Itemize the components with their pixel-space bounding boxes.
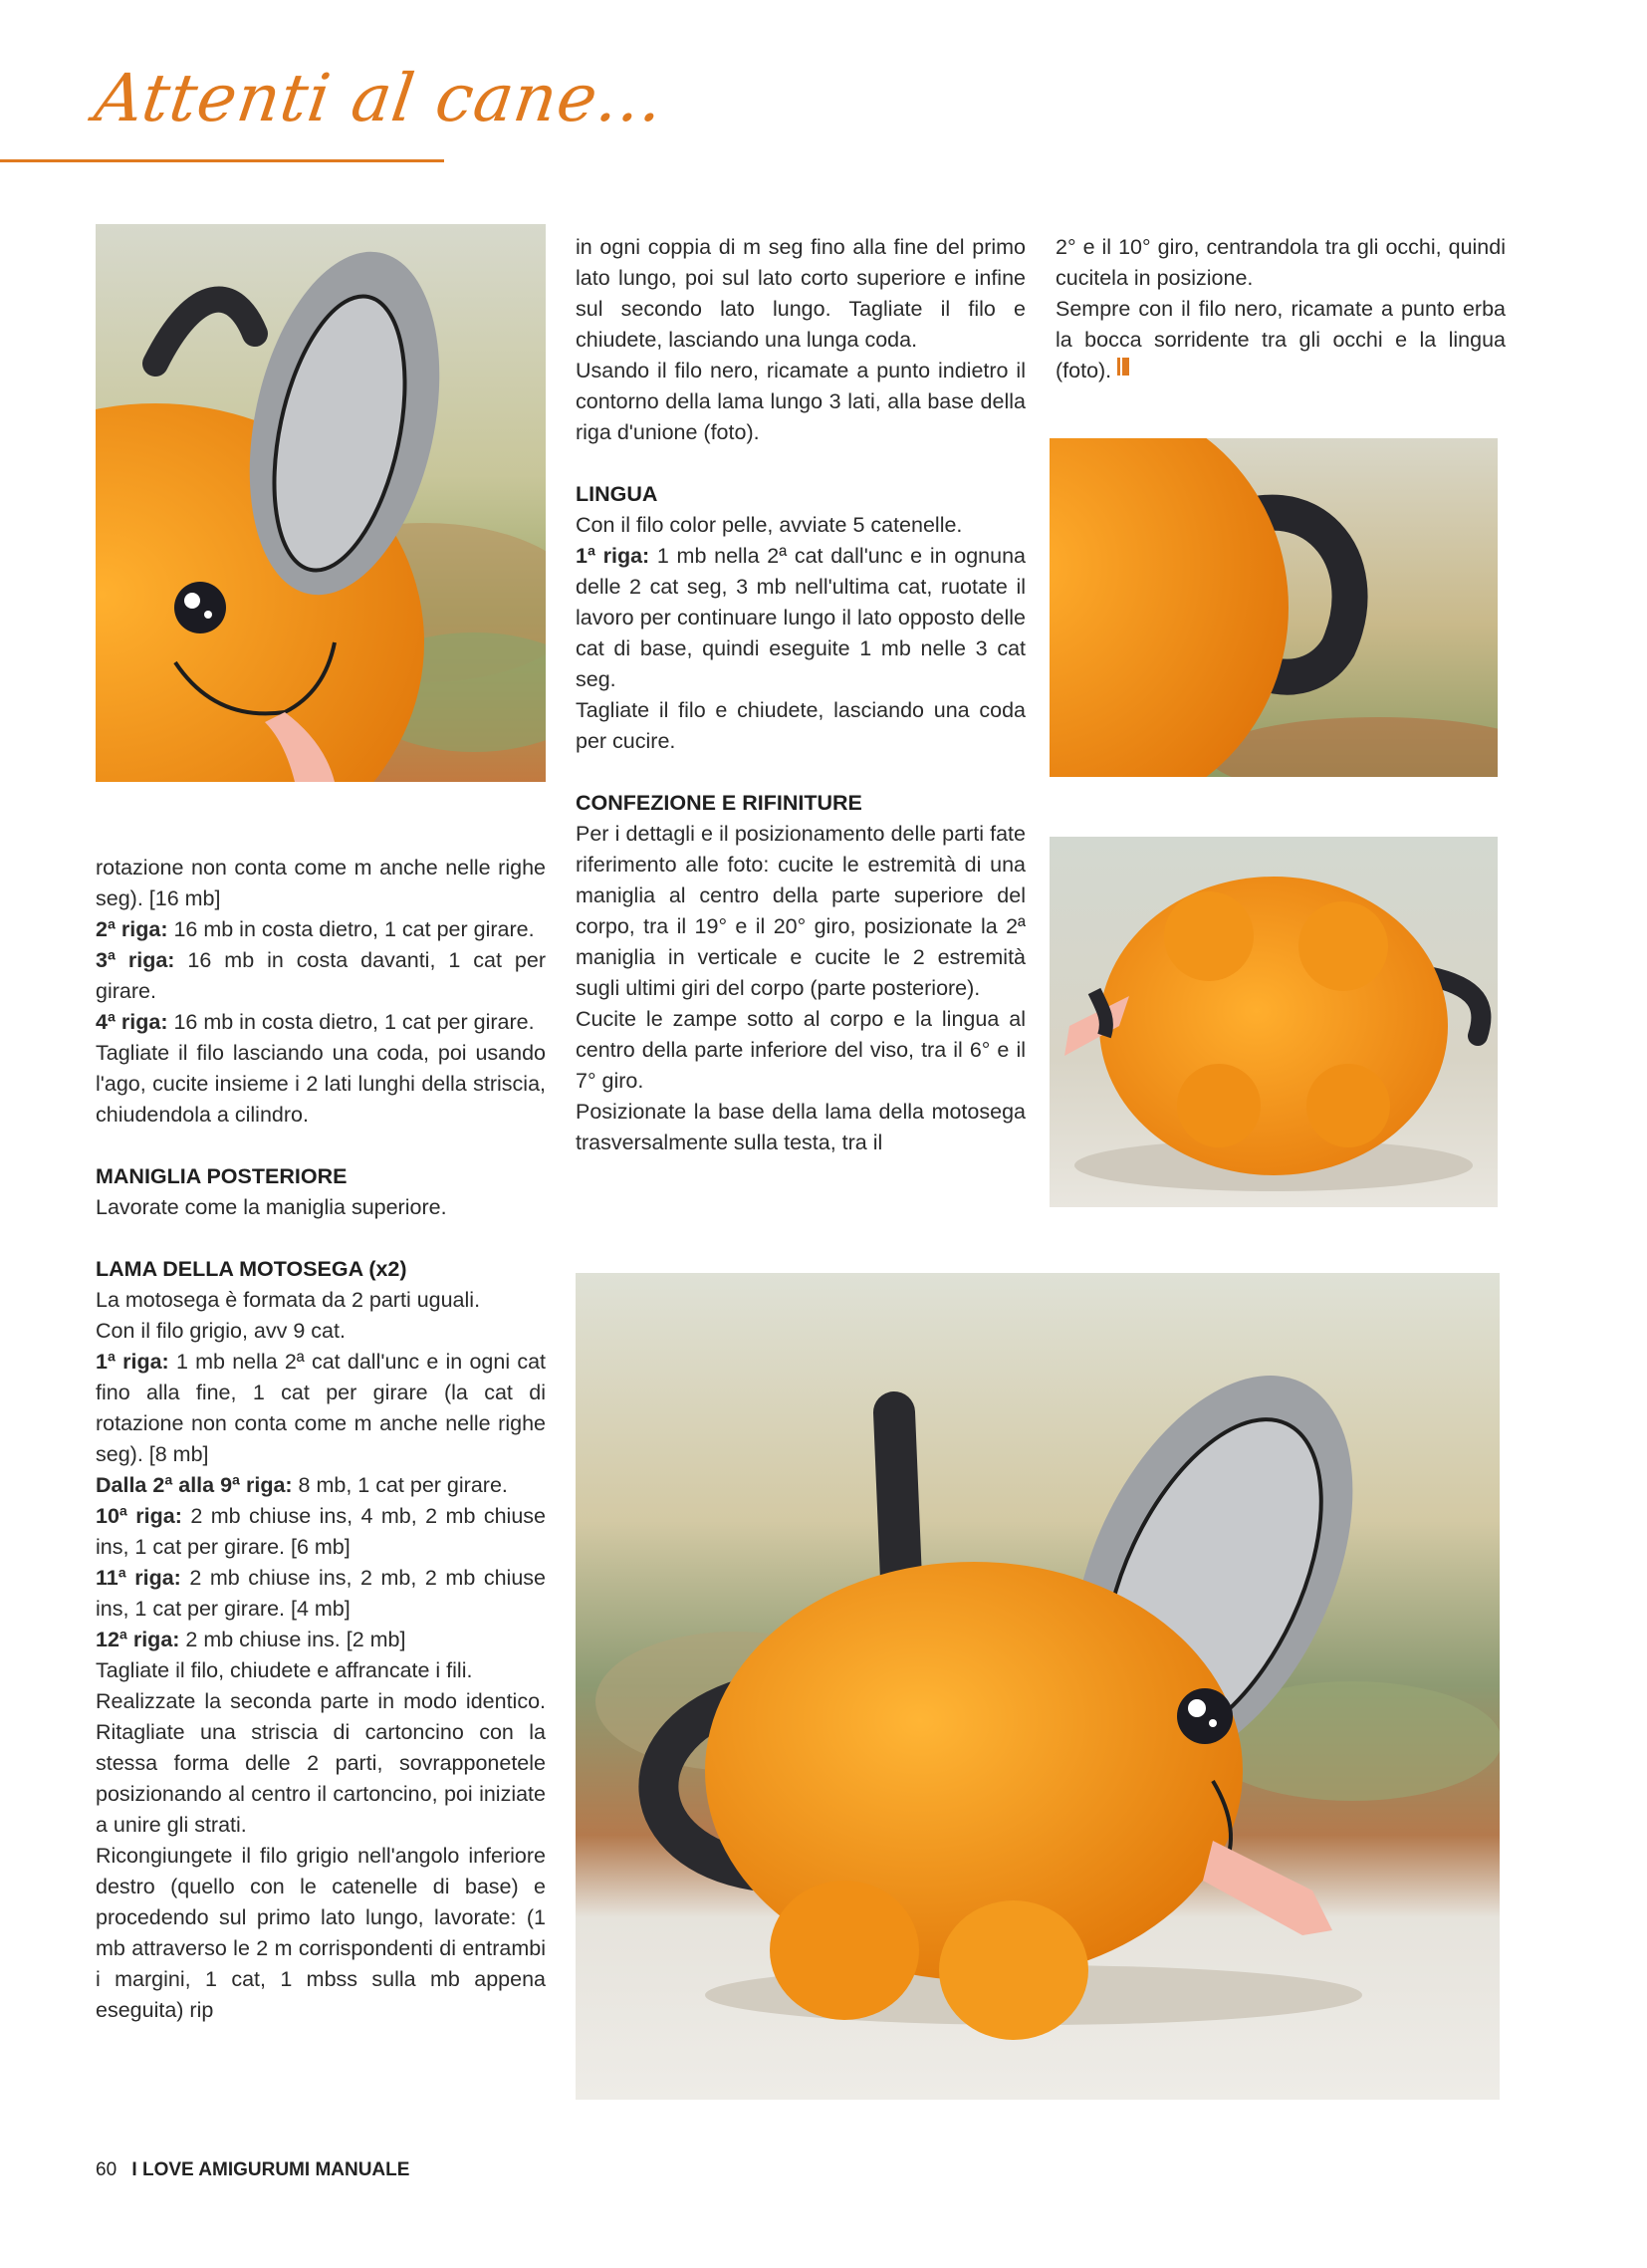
paragraph: Realizzate la seconda parte in modo identico. Ritagliate una striscia di cartoncino con la stessa forma delle 2 parti, sovrapponetele posizionando al centro il cartoncino, poi iniziate a unire gli strati. — [96, 1689, 546, 1837]
paragraph: rotazione non conta come m anche nelle righe seg). [16 mb] — [96, 856, 546, 910]
paragraph: Ricongiungete il filo grigio nell'angolo inferiore destro (quello con le catenelle di base) e procedendo sul primo lato lungo, lavorate: (1 mb attraverso le 2 m corrispondenti di entrambi i margini, 1 cat, 1 mbss sulla mb appena eseguita) rip — [96, 1844, 546, 2022]
head-closeup-illustration — [96, 224, 546, 782]
section-heading: MANIGLIA POSTERIORE — [96, 1164, 348, 1188]
back-handle-illustration — [1050, 438, 1498, 777]
paragraph: 1ª riga: 1 mb nella 2ª cat dall'unc e in ognuna delle 2 cat seg, 3 mb nell'ultima cat, ruotate il lavoro per continuare lungo il lato opposto delle cat di base, quindi eseguite 1 mb nelle 3 cat seg. — [576, 544, 1026, 691]
paragraph: 11ª riga: 2 mb chiuse ins, 2 mb, 2 mb chiuse ins, 1 cat per girare. [4 mb] — [96, 1566, 546, 1621]
full-side-illustration — [576, 1273, 1500, 2100]
bottom-view-illustration — [1050, 837, 1498, 1207]
section-heading: CONFEZIONE E RIFINITURE — [576, 791, 862, 815]
paragraph: Con il filo color pelle, avviate 5 catenelle. — [576, 513, 963, 537]
paragraph: Cucite le zampe sotto al corpo e la lingua al centro della parte inferiore del viso, tra il 6° e il 7° giro. — [576, 1007, 1026, 1093]
text-column-3 — [1056, 232, 1506, 386]
paragraph: Sempre con il filo nero, ricamate a punto erba la bocca sorridente tra gli occhi e la lingua (foto). — [1056, 297, 1506, 382]
magazine-name: I LOVE AMIGURUMI MANUALE — [131, 2159, 410, 2180]
paragraph: Tagliate il filo lasciando una coda, poi usando l'ago, cucite insieme i 2 lati lunghi della striscia, chiudendola a cilindro. — [96, 1041, 546, 1127]
photo-bottom-view — [1050, 837, 1498, 1207]
title-underline — [0, 159, 444, 162]
paragraph: La motosega è formata da 2 parti uguali. — [96, 1288, 481, 1312]
paragraph: Posizionate la base della lama della motosega trasversalmente sulla testa, tra il — [576, 1100, 1026, 1154]
page-footer — [96, 2159, 409, 2181]
section-heading: LINGUA — [576, 482, 658, 506]
paragraph: Lavorate come la maniglia superiore. — [96, 1195, 447, 1219]
paragraph: 10ª riga: 2 mb chiuse ins, 4 mb, 2 mb chiuse ins, 1 cat per girare. [6 mb] — [96, 1504, 547, 1559]
paragraph: Tagliate il filo e chiudete, lasciando una coda per cucire. — [576, 698, 1026, 753]
paragraph: 2° e il 10° giro, centrandola tra gli occhi, quindi cucitela in posizione. — [1056, 235, 1506, 290]
photo-full-side — [576, 1273, 1500, 2100]
paragraph: Dalla 2ª alla 9ª riga: 8 mb, 1 cat per girare. — [96, 1473, 508, 1497]
paragraph: 12ª riga: 2 mb chiuse ins. [2 mb] — [96, 1628, 406, 1651]
page-title: Attenti al cane... — [90, 60, 669, 136]
end-of-article-icon — [1117, 358, 1129, 376]
text-column-2 — [576, 232, 1026, 1158]
paragraph: Usando il filo nero, ricamate a punto indietro il contorno della lama lungo 3 lati, alla base della riga d'unione (foto). — [576, 359, 1026, 444]
paragraph: in ogni coppia di m seg fino alla fine del primo lato lungo, poi sul lato corto superiore e infine sul secondo lato lungo. Tagliate il filo e chiudete, lasciando una lunga coda. — [576, 235, 1026, 352]
paragraph: 2ª riga: 16 mb in costa dietro, 1 cat per girare. — [96, 917, 535, 941]
text-column-1 — [96, 853, 546, 2026]
photo-back-handle — [1050, 438, 1498, 777]
paragraph: 3ª riga: 16 mb in costa davanti, 1 cat per girare. — [96, 948, 546, 1003]
paragraph: Tagliate il filo, chiudete e affrancate i fili. — [96, 1658, 473, 1682]
page-number: 60 — [96, 2159, 118, 2180]
paragraph: Per i dettagli e il posizionamento delle parti fate riferimento alle foto: cucite le estremità di una maniglia al centro della parte superiore del corpo, tra il 19° e il 20° giro, posizionate la 2ª maniglia in verticale e cucite le 2 estremità sugli ultimi giri del corpo (parte posteriore). — [576, 822, 1026, 1000]
paragraph: 1ª riga: 1 mb nella 2ª cat dall'unc e in ogni cat fino alla fine, 1 cat per girare (la cat di rotazione non conta come m anche nelle righe seg). [8 mb] — [96, 1350, 546, 1466]
photo-head-closeup — [96, 224, 546, 782]
paragraph: 4ª riga: 16 mb in costa dietro, 1 cat per girare. — [96, 1010, 535, 1034]
section-heading: LAMA DELLA MOTOSEGA (x2) — [96, 1257, 407, 1281]
paragraph: Con il filo grigio, avv 9 cat. — [96, 1319, 346, 1343]
